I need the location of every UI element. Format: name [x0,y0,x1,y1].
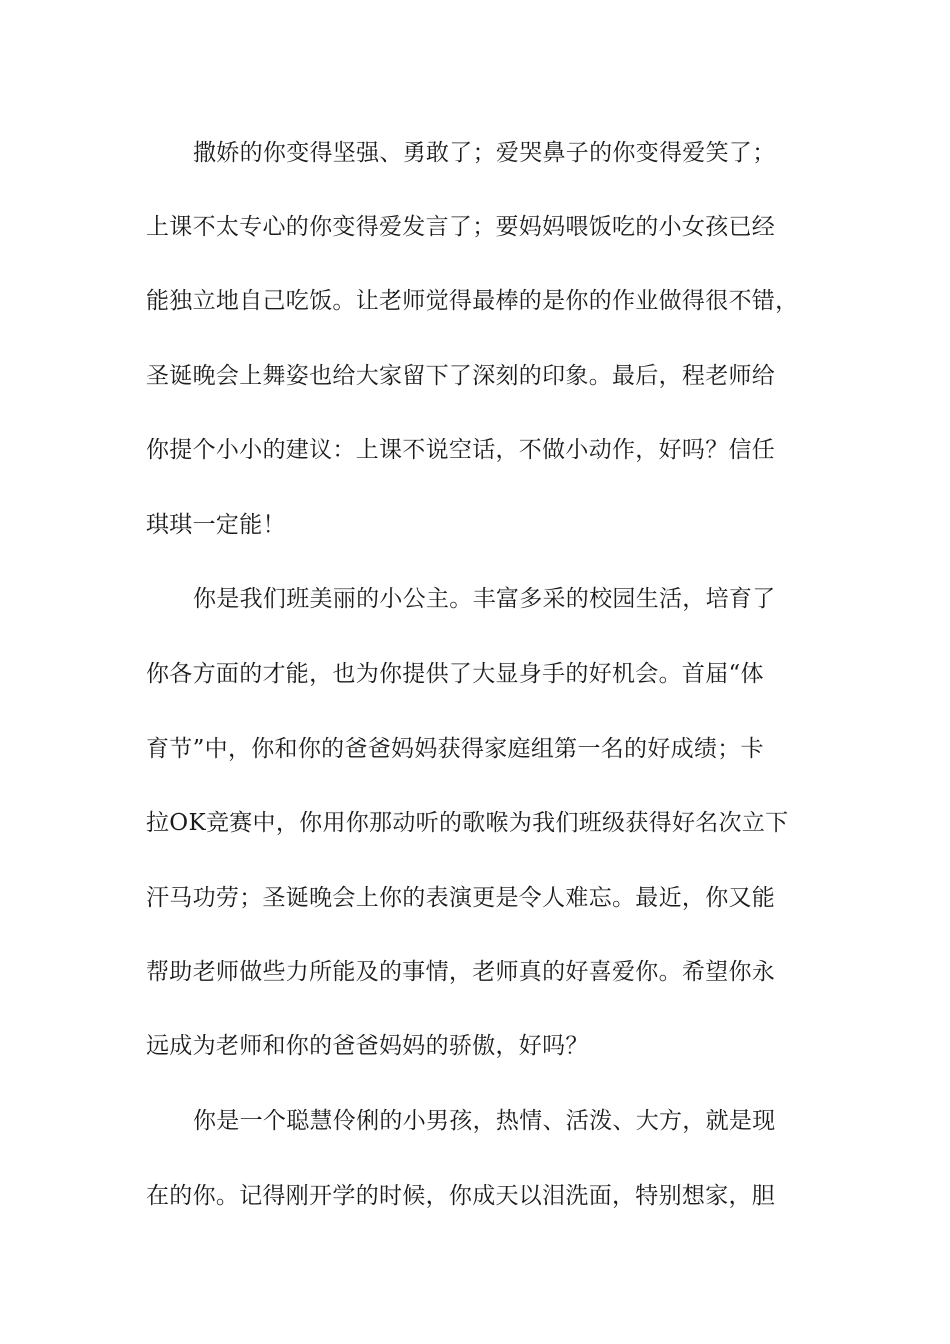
text-line: 拉OK竞赛中，你用你那动听的歌喉为我们班级获得好名次立下 [146,810,789,836]
text-line: 远成为老师和你的爸爸妈妈的骄傲，好吗？ [146,1033,589,1059]
text-line: 能独立地自己吃饭。让老师觉得最棒的是你的作业做得很不错， [146,288,799,314]
text-line: 育节”中，你和你的爸爸妈妈获得家庭组第一名的好成绩；卡 [146,736,764,762]
text-line: 你是我们班美丽的小公主。丰富多采的校园生活，培育了 [193,586,776,612]
text-line: 帮助老师做些力所能及的事情，老师真的好喜爱你。希望你永 [146,959,776,985]
text-line: 撒娇的你变得坚强、勇敢了；爱哭鼻子的你变得爱笑了； [193,140,776,166]
text-line: 上课不太专心的你变得爱发言了；要妈妈喂饭吃的小女孩已经 [146,214,776,240]
text-line: 在的你。记得刚开学的时候，你成天以泪洗面，特别想家，胆 [146,1183,776,1209]
text-line: 你是一个聪慧伶俐的小男孩，热情、活泼、大方，就是现 [193,1108,776,1134]
text-line: 你提个小小的建议：上课不说空话，不做小动作，好吗？信任 [146,437,776,463]
text-line: 汗马功劳；圣诞晚会上你的表演更是令人难忘。最近，你又能 [146,885,776,911]
text-line: 你各方面的才能，也为你提供了大显身手的好机会。首届“体 [146,661,764,687]
text-line: 琪琪一定能！ [146,512,286,538]
text-line: 圣诞晚会上舞姿也给大家留下了深刻的印象。最后，程老师给 [146,363,776,389]
